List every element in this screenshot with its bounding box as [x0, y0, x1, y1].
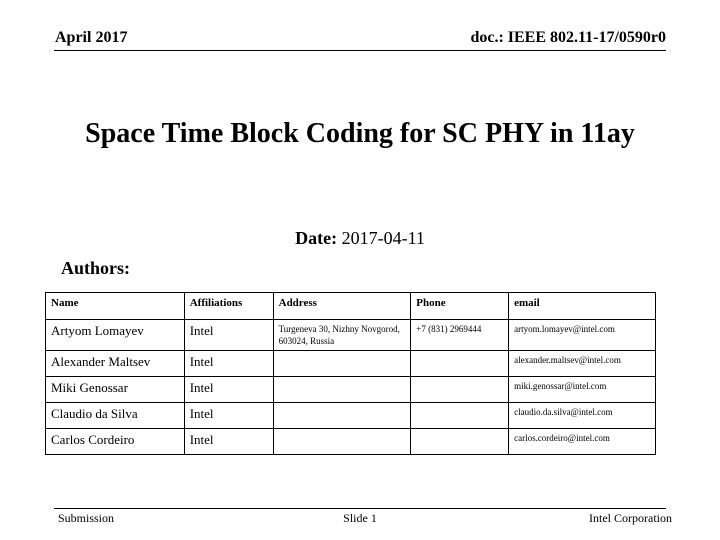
- author-address: [273, 377, 411, 403]
- authors-heading: Authors:: [61, 258, 131, 278]
- table-row: [46, 351, 656, 377]
- author-name: Alexander Maltsev: [46, 351, 185, 377]
- footer-organization: Intel Corporation: [589, 511, 672, 525]
- author-email: alexander.maltsev@intel.com: [509, 351, 656, 377]
- slide-title: Space Time Block Coding for SC PHY in 11ay: [85, 118, 635, 149]
- column-header-address: Address: [273, 293, 411, 320]
- author-phone: [411, 429, 509, 455]
- table-header-row: [46, 293, 656, 320]
- author-email: claudio.da.silva@intel.com: [509, 403, 656, 429]
- footer-divider: [54, 508, 666, 509]
- date-value: 2017-04-11: [341, 228, 425, 248]
- author-name: Carlos Cordeiro: [46, 429, 185, 455]
- author-email: artyom.lomayev@intel.com: [509, 320, 656, 351]
- table-row: [46, 320, 656, 351]
- author-phone: [411, 403, 509, 429]
- column-header-name: Name: [46, 293, 185, 320]
- footer-submission: Submission: [58, 511, 115, 525]
- date-label: Date:: [295, 228, 338, 248]
- table-row: [46, 429, 656, 455]
- author-affiliation: Intel: [184, 377, 273, 403]
- column-header-affiliations: Affiliations: [184, 293, 273, 320]
- author-address: Turgeneva 30, Nizhny Novgorod, 603024, Russia: [273, 320, 411, 351]
- author-affiliation: Intel: [184, 403, 273, 429]
- table-row: [46, 403, 656, 429]
- column-header-email: email: [509, 293, 656, 320]
- author-phone: +7 (831) 2969444: [411, 320, 509, 351]
- header-divider: [54, 50, 666, 51]
- author-address: [273, 351, 411, 377]
- author-affiliation: Intel: [184, 351, 273, 377]
- author-address: [273, 403, 411, 429]
- header-date: April 2017: [55, 29, 128, 46]
- author-name: Claudio da Silva: [46, 403, 185, 429]
- table-row: [46, 377, 656, 403]
- author-name: Artyom Lomayev: [46, 320, 185, 351]
- author-affiliation: Intel: [184, 429, 273, 455]
- header-doc-id: doc.: IEEE 802.11-17/0590r0: [470, 29, 666, 46]
- authors-table: [45, 292, 656, 455]
- author-name: Miki Genossar: [46, 377, 185, 403]
- author-phone: [411, 351, 509, 377]
- author-email: miki.genossar@intel.com: [509, 377, 656, 403]
- author-phone: [411, 377, 509, 403]
- author-affiliation: Intel: [184, 320, 273, 351]
- footer-slide-number: Slide 1: [343, 511, 377, 525]
- column-header-phone: Phone: [411, 293, 509, 320]
- author-address: [273, 429, 411, 455]
- date-line: [0, 228, 720, 249]
- author-email: carlos.cordeiro@intel.com: [509, 429, 656, 455]
